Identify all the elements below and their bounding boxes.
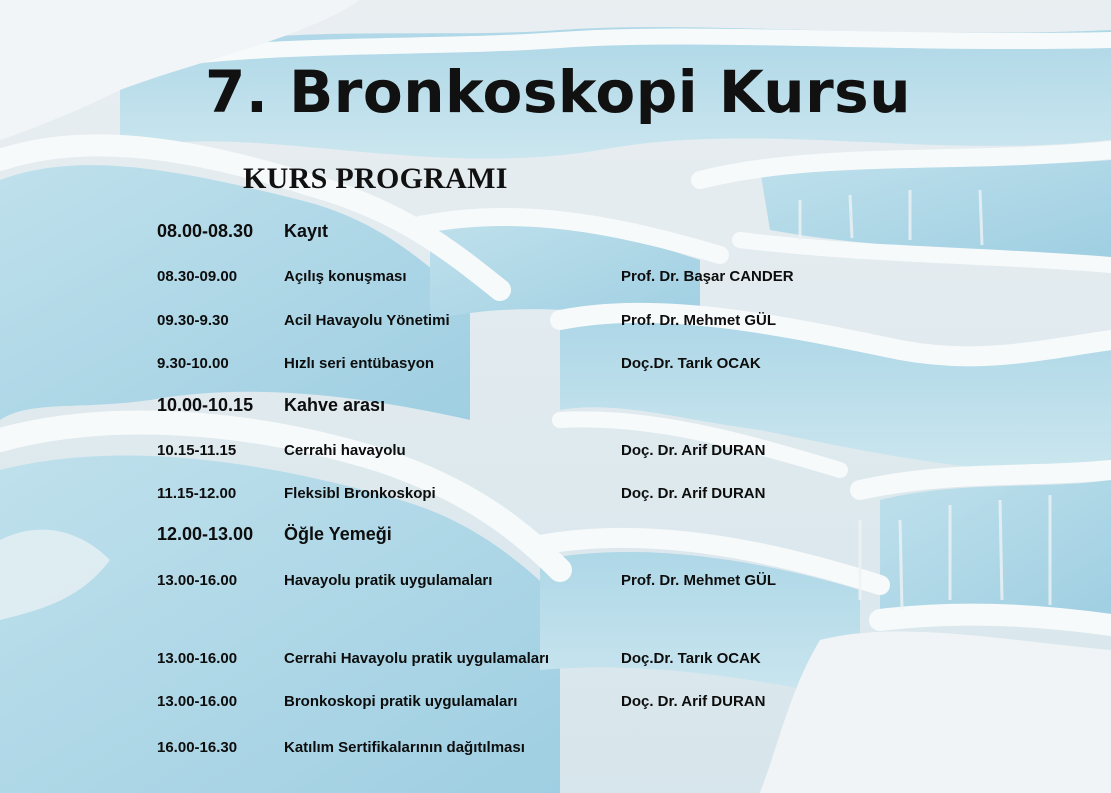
row-time: 11.15-12.00 (157, 485, 237, 502)
program-row (0, 650, 1111, 674)
row-time: 13.00-16.00 (157, 693, 238, 710)
row-time: 10.00-10.15 (157, 395, 254, 415)
program-row (0, 485, 1111, 509)
row-activity: Acil Havayolu Yönetimi (284, 312, 450, 329)
row-activity: Açılış konuşması (284, 268, 407, 285)
row-activity: Bronkoskopi pratik uygulamaları (284, 693, 518, 710)
program-row (0, 268, 1111, 292)
row-speaker: Prof. Dr. Mehmet GÜL (621, 572, 777, 589)
program-row (0, 524, 1111, 548)
row-time: 16.00-16.30 (157, 739, 238, 756)
row-activity: Cerrahi Havayolu pratik uygulamaları (284, 650, 550, 667)
program-row (0, 739, 1111, 763)
row-activity: Katılım Sertifikalarının dağıtılması (284, 739, 525, 756)
program-row (0, 395, 1111, 419)
row-speaker: Doç. Dr. Arif DURAN (621, 485, 766, 502)
program-row (0, 221, 1111, 245)
row-time: 13.00-16.00 (157, 650, 238, 667)
program-row (0, 442, 1111, 466)
row-time: 09.30-9.30 (157, 312, 229, 329)
row-speaker: Doç. Dr. Arif DURAN (621, 693, 766, 710)
row-activity: Cerrahi havayolu (284, 442, 406, 459)
program-row (0, 312, 1111, 336)
row-activity: Fleksibl Bronkoskopi (284, 485, 436, 502)
program-row (0, 693, 1111, 717)
row-activity: Hızlı seri entübasyon (284, 355, 435, 372)
row-speaker: Doç. Dr. Arif DURAN (621, 442, 766, 459)
row-time: 08.00-08.30 (157, 221, 254, 241)
row-activity: Kayıt (284, 221, 329, 241)
row-speaker: Prof. Dr. Mehmet GÜL (621, 312, 777, 329)
row-time: 13.00-16.00 (157, 572, 238, 589)
program-row (0, 355, 1111, 379)
row-activity: Kahve arası (284, 395, 386, 415)
row-activity: Öğle Yemeği (284, 524, 392, 544)
row-time: 12.00-13.00 (157, 524, 254, 544)
row-speaker: Prof. Dr. Başar CANDER (621, 268, 794, 285)
row-speaker: Doç.Dr. Tarık OCAK (621, 355, 761, 372)
row-speaker: Doç.Dr. Tarık OCAK (621, 650, 761, 667)
row-time: 08.30-09.00 (157, 268, 238, 285)
row-time: 10.15-11.15 (157, 442, 237, 459)
row-time: 9.30-10.00 (157, 355, 229, 372)
course-title: 7. Bronkoskopi Kursu (205, 58, 911, 126)
row-activity: Havayolu pratik uygulamaları (284, 572, 493, 589)
program-row (0, 572, 1111, 596)
program-heading: KURS PROGRAMI (243, 162, 508, 195)
